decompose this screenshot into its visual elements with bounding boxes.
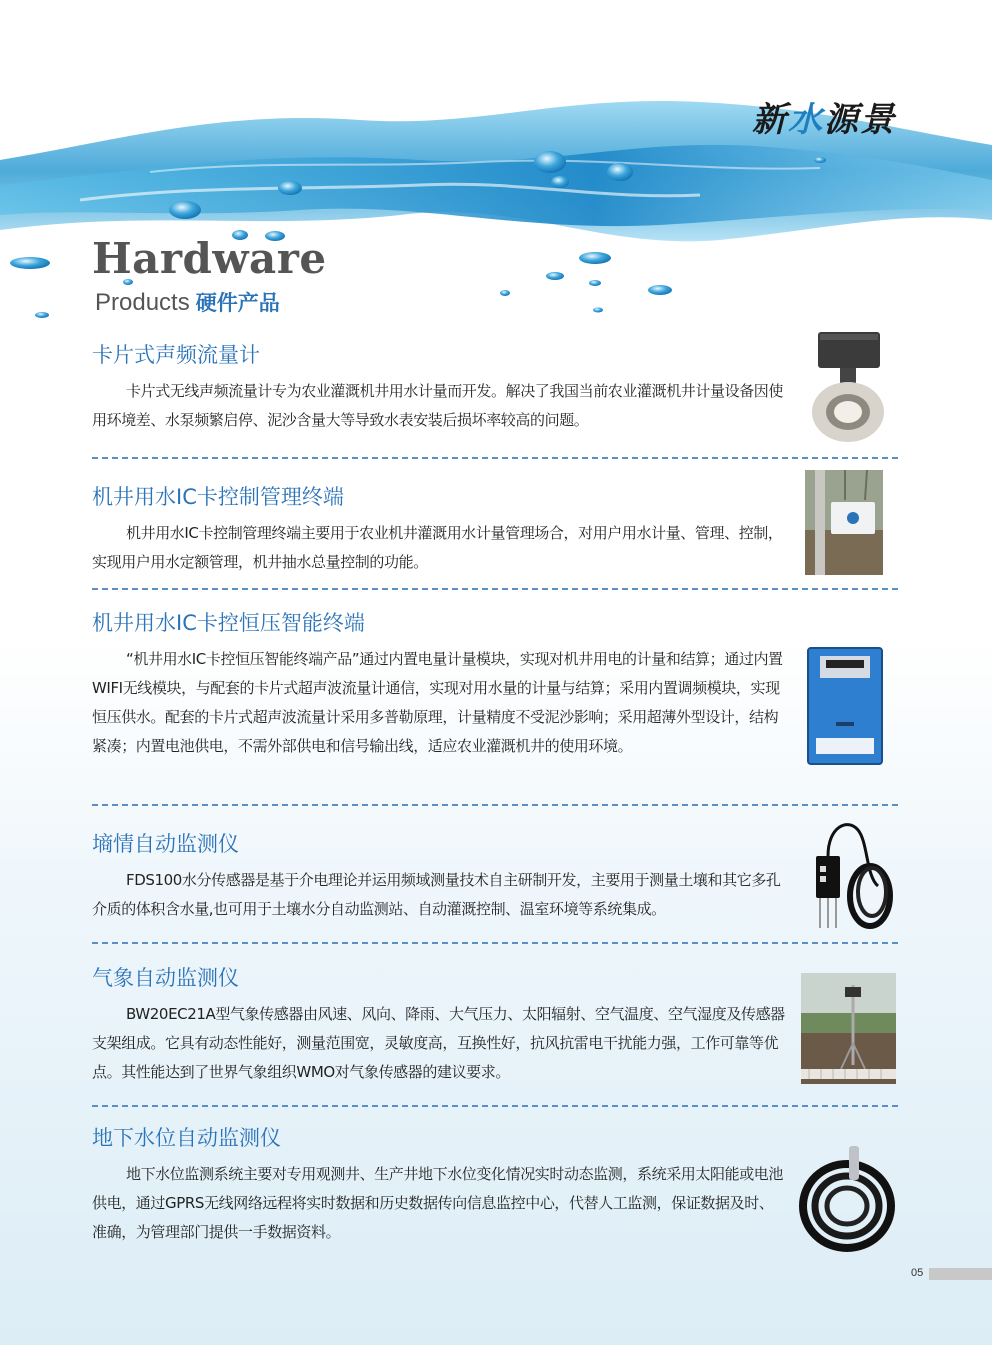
- product-section-constant-pressure: [92, 609, 900, 761]
- section-divider: [92, 588, 898, 590]
- section-text: 卡片式无线声频流量计专为农业灌溉机井用水计量而开发。解决了我国当前农业灌溉机井计量设备因使用环境差、水泵频繁启停、泥沙含量大等导致水表安装后损坏率较高的问题。: [92, 382, 784, 429]
- section-title: 地下水位自动监测仪: [92, 1126, 281, 1150]
- section-divider: [92, 804, 898, 806]
- section-title: 机井用水IC卡控恒压智能终端: [92, 611, 365, 635]
- weather-station-image: [801, 973, 896, 1084]
- product-section-ic-terminal: [92, 483, 900, 577]
- page-title: Hardware: [92, 234, 327, 283]
- section-divider: [92, 1105, 898, 1107]
- page-number-bar: [929, 1268, 992, 1280]
- product-section-groundwater: [92, 1124, 900, 1247]
- subtitle-en: Products: [95, 289, 190, 316]
- section-text: “机井用水IC卡控恒压智能终端产品”通过内置电量计量模块，实现对机井用电的计量和结算；通过内置WIFI无线模块，与配套的卡片式超声波流量计通信，实现对用水量的计量与结算；采用内置调频模块，实现恒压供水。配套的卡片式超声波流量计采用多普勒原理，计量精度不受泥沙影响；采用超薄外型设计，结构紧凑；内置电池供电，不需外部供电和信号输出线，适应农业灌溉机井的使用环境。: [92, 650, 783, 755]
- brand-logo: 新水源景: [752, 100, 896, 140]
- section-text: 地下水位监测系统主要对专用观测井、生产井地下水位变化情况实时动态监测，系统采用太阳能或电池供电，通过GPRS无线网络远程将实时数据和历史数据传向信息监控中心，代替人工监测，保证数据及时、准确，为管理部门提供一手数据资料。: [92, 1165, 784, 1241]
- page-subtitle: [95, 287, 280, 317]
- soil-sensor-image: [808, 816, 896, 934]
- page-number: 05: [911, 1267, 924, 1279]
- section-text: FDS100水分传感器是基于介电理论并运用频域测量技术自主研制开发，主要用于测量土壤和其它多孔介质的体积含水量,也可用于土壤水分自动监测站、自动灌溉控制、温室环境等系统集成。: [92, 871, 781, 918]
- section-divider: [92, 942, 898, 944]
- flowmeter-image: [810, 332, 886, 444]
- section-title: 气象自动监测仪: [92, 966, 239, 990]
- ic-terminal-image: [805, 470, 883, 575]
- section-title: 卡片式声频流量计: [92, 343, 260, 367]
- section-text: 机井用水IC卡控制管理终端主要用于农业机井灌溉用水计量管理场合，对用户用水计量、管理、控制，实现用户用水定额管理，机井抽水总量控制的功能。: [92, 524, 783, 571]
- subtitle-cn: 硬件产品: [195, 292, 280, 315]
- product-section-soil-moisture: [92, 830, 900, 924]
- section-divider: [92, 457, 898, 459]
- section-text: BW20EC21A型气象传感器由风速、风向、降雨、大气压力、太阳辐射、空气温度、空气湿度及传感器支架组成。它具有动态性能好，测量范围宽，灵敏度高，互换性好，抗风抗雷电干扰能力强，工作可靠等优点。其性能达到了世界气象组织WMO对气象传感器的建议要求。: [92, 1005, 785, 1081]
- product-section-weather: [92, 964, 900, 1087]
- section-title: 机井用水IC卡控制管理终端: [92, 485, 344, 509]
- section-title: 墒情自动监测仪: [92, 832, 239, 856]
- constant-pressure-terminal-image: [806, 646, 884, 768]
- water-level-sensor-image: [797, 1144, 895, 1256]
- product-section-flowmeter: [92, 341, 900, 435]
